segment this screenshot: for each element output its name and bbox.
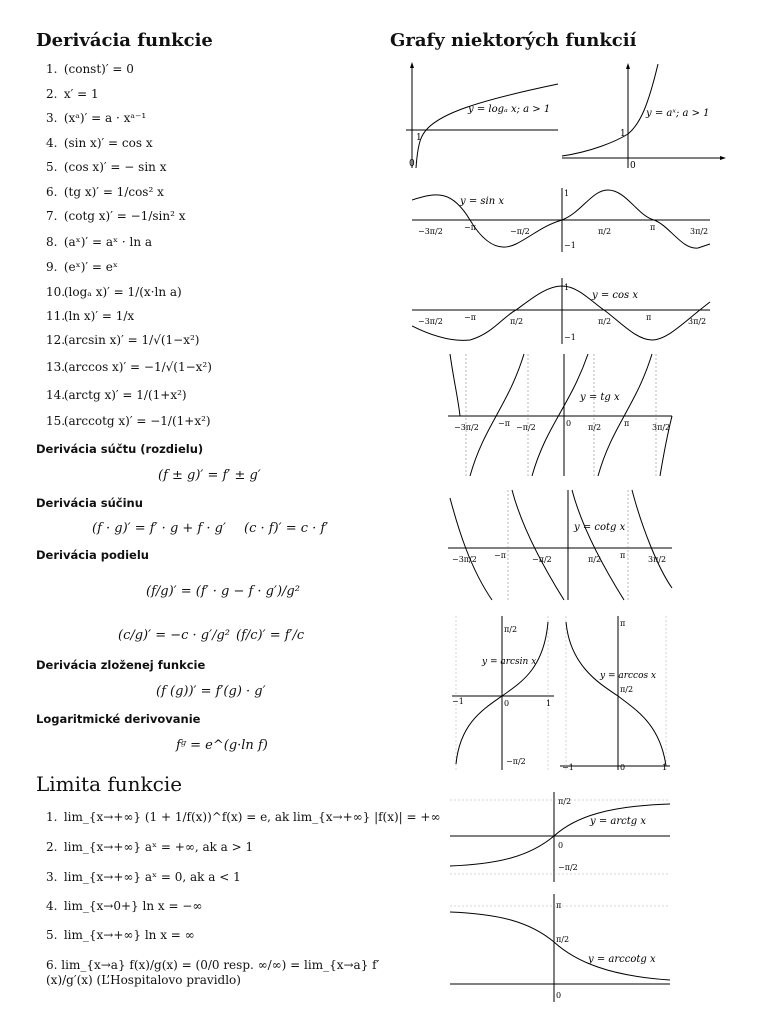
graph-arctg [450, 790, 672, 888]
svg-text:0: 0 [556, 991, 562, 1000]
graph-arccos [560, 614, 672, 776]
svg-text:−1: −1 [564, 241, 576, 250]
rule-formula-quotient: (f/g)′ = (f′ · g − f · g′)/g² [146, 584, 300, 599]
graph-cos [412, 276, 712, 352]
limit-item: 5. lim_{x→+∞} ln x = ∞ [46, 928, 195, 942]
derivative-item: 2. x′ = 1 [46, 87, 99, 101]
derivative-item: 12. (arcsin x)′ = 1/√(1−x²) [46, 333, 200, 347]
derivative-item: 5. (cos x)′ = − sin x [46, 160, 167, 174]
graph-sin [412, 186, 712, 260]
graph-arccotg [450, 892, 672, 1008]
svg-text:−π: −π [464, 223, 476, 232]
limit-item: 4. lim_{x→0+} ln x = −∞ [46, 899, 203, 913]
svg-text:π/2: π/2 [510, 317, 524, 326]
svg-text:−1: −1 [452, 697, 464, 706]
svg-text:π/2: π/2 [556, 935, 570, 944]
derivative-item: 11. (ln x)′ = 1/x [46, 309, 135, 323]
svg-text:3π/2: 3π/2 [688, 317, 707, 326]
graph-exp [560, 60, 728, 176]
graph-cotg-label: y = cotg x [574, 522, 626, 533]
graph-sin-label: y = sin x [460, 196, 504, 207]
section-title-limits: Limita funkcie [36, 772, 183, 796]
svg-text:1: 1 [564, 189, 570, 198]
derivative-item: 9. (eˣ)′ = eˣ [46, 260, 118, 274]
graph-cos-label: y = cos x [592, 290, 638, 301]
graph-log-label: y = logₐ x; a > 1 [468, 104, 551, 115]
svg-text:3π/2: 3π/2 [690, 227, 709, 236]
derivative-item: 4. (sin x)′ = cos x [46, 136, 153, 150]
rule-formula-sum: (f ± g)′ = f′ ± g′ [158, 468, 261, 483]
svg-text:π/2: π/2 [504, 625, 518, 634]
svg-text:−π: −π [464, 313, 476, 322]
rule-title-sum: Derivácia súčtu (rozdielu) [36, 442, 204, 456]
rule-title-chain: Derivácia zloženej funkcie [36, 658, 206, 672]
svg-text:π: π [650, 223, 656, 232]
graph-arccos-label: y = arccos x [600, 671, 657, 681]
limit-item: 3. lim_{x→+∞} aˣ = 0, ak a < 1 [46, 870, 241, 884]
rule-formula-log: fᵍ = e^(g·ln f) [176, 738, 268, 753]
graph-arccotg-label: y = arccotg x [588, 954, 656, 965]
graph-exp-label: y = aˣ; a > 1 [646, 108, 710, 119]
svg-text:−π/2: −π/2 [532, 555, 552, 564]
derivative-item: 15. (arccotg x)′ = −1/(1+x²) [46, 414, 211, 428]
svg-text:1: 1 [546, 699, 552, 708]
derivative-item: 6. (tg x)′ = 1/cos² x [46, 185, 164, 199]
svg-text:−1: −1 [562, 763, 574, 772]
derivative-item: 8. (aˣ)′ = aˣ · ln a [46, 235, 153, 249]
section-title-graphs: Grafy niektorých funkcií [390, 30, 637, 51]
svg-text:−π: −π [494, 551, 506, 560]
rule-title-log: Logaritmické derivovanie [36, 712, 201, 726]
svg-text:3π/2: 3π/2 [648, 555, 667, 564]
svg-text:π: π [556, 901, 562, 910]
svg-text:−3π/2: −3π/2 [418, 227, 443, 236]
svg-text:π/2: π/2 [558, 797, 572, 806]
svg-text:−3π/2: −3π/2 [454, 423, 479, 432]
limit-item: 6. lim_{x→a} f(x)/g(x) = (0/0 resp. ∞/∞) = lim_{x→a} f′(x)/g′(x) (L’Hospitalovo pravidlo) [46, 958, 380, 987]
derivative-item: 7. (cotg x)′ = −1/sin² x [46, 209, 186, 223]
svg-text:π: π [620, 551, 626, 560]
derivative-item: 3. (xᵃ)′ = a · xᵃ⁻¹ [46, 111, 147, 125]
svg-text:π: π [624, 419, 630, 428]
svg-text:0: 0 [409, 159, 415, 169]
graph-arctg-label: y = arctg x [590, 816, 646, 827]
svg-text:0: 0 [558, 841, 564, 850]
limit-item: 1. lim_{x→+∞} (1 + 1/f(x))^f(x) = e, ak lim_{x→+∞} |f(x)| = +∞ [46, 810, 441, 824]
svg-text:1: 1 [416, 133, 422, 143]
svg-text:1: 1 [662, 763, 668, 772]
derivative-item: 14. (arctg x)′ = 1/(1+x²) [46, 388, 187, 402]
svg-text:0: 0 [620, 763, 626, 772]
graph-arcsin-label: y = arcsin x [482, 657, 537, 667]
graph-arcsin [452, 614, 556, 776]
rule-formula-product-const: (c · f)′ = c · f′ [244, 521, 329, 536]
svg-text:−π/2: −π/2 [516, 423, 536, 432]
svg-text:π/2: π/2 [620, 685, 634, 694]
svg-text:π: π [620, 619, 626, 628]
svg-text:0: 0 [630, 161, 636, 171]
rule-formula-quotient-const-2: (f/c)′ = f′/c [236, 628, 305, 643]
graph-tg [448, 352, 674, 482]
svg-text:0: 0 [504, 699, 510, 708]
svg-text:π/2: π/2 [598, 317, 612, 326]
svg-text:π/2: π/2 [588, 423, 602, 432]
svg-text:−π/2: −π/2 [510, 227, 530, 236]
rule-formula-product: (f · g)′ = f′ · g + f · g′ [92, 521, 226, 536]
svg-text:−3π/2: −3π/2 [418, 317, 443, 326]
derivative-item: 10. (logₐ x)′ = 1/(x·ln a) [46, 285, 182, 299]
svg-text:1: 1 [564, 283, 570, 292]
rule-title-product: Derivácia súčinu [36, 496, 143, 510]
rule-formula-quotient-const-1: (c/g)′ = −c · g′/g² [118, 628, 230, 643]
svg-text:−π: −π [498, 419, 510, 428]
svg-text:−3π/2: −3π/2 [452, 555, 477, 564]
svg-text:0: 0 [566, 419, 572, 428]
svg-text:π/2: π/2 [588, 555, 602, 564]
graph-log [402, 60, 562, 176]
section-title-derivatives: Derivácia funkcie [36, 30, 213, 51]
svg-text:−1: −1 [564, 333, 576, 342]
rule-formula-chain: (f (g))′ = f′(g) · g′ [156, 684, 266, 699]
limit-item: 2. lim_{x→+∞} aˣ = +∞, ak a > 1 [46, 840, 254, 854]
graph-tg-label: y = tg x [580, 392, 620, 403]
graph-cotg [448, 488, 674, 606]
svg-text:−π/2: −π/2 [558, 863, 578, 872]
svg-text:π/2: π/2 [598, 227, 612, 236]
svg-text:π: π [646, 313, 652, 322]
svg-text:1: 1 [620, 129, 626, 139]
derivative-item: 1. (const)′ = 0 [46, 62, 134, 76]
svg-text:3π/2: 3π/2 [652, 423, 671, 432]
rule-title-quotient: Derivácia podielu [36, 548, 149, 562]
derivative-item: 13. (arccos x)′ = −1/√(1−x²) [46, 360, 212, 374]
svg-text:−π/2: −π/2 [506, 757, 526, 766]
